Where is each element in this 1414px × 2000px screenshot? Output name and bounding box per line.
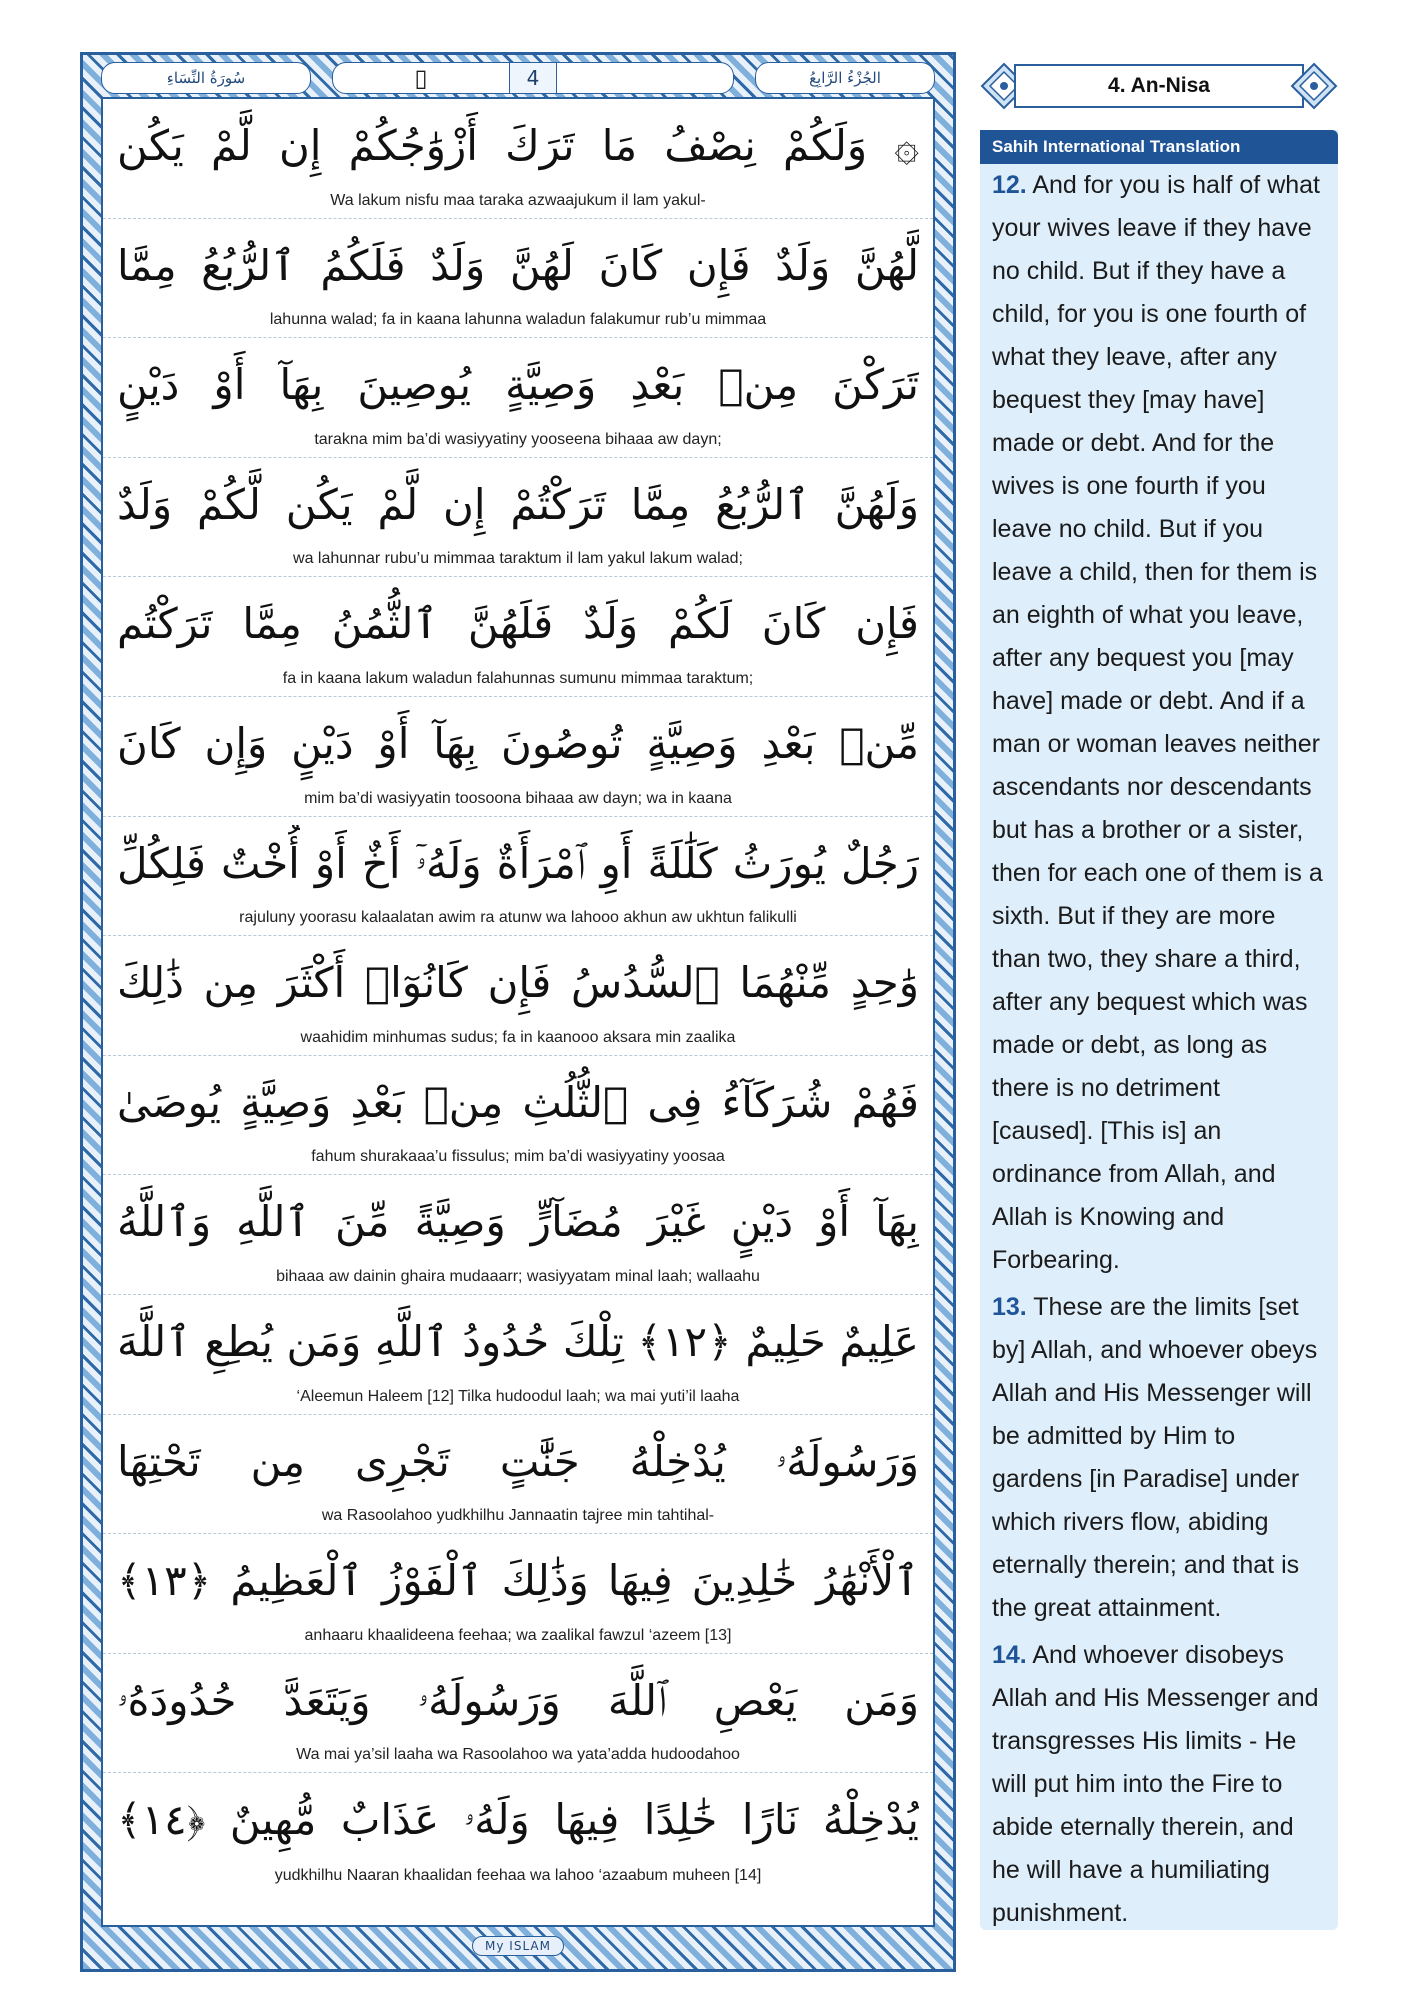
- translation-verse: [992, 1286, 1328, 1630]
- arabic-text: يُدْخِلْهُ نَارًا خَٰلِدًا فِيهَا وَلَهُۥ عَذَابٌ مُّهِينٌ ﴿١٤﴾: [117, 1795, 919, 1845]
- translation-verse: [992, 1634, 1328, 1935]
- transliteration-text: wa lahunnar rubu’u mimmaa taraktum il lam yakul lakum walad;: [293, 550, 743, 568]
- quran-text-area: [101, 97, 935, 1927]
- transliteration-text: fahum shurakaaa’u fissulus; mim ba’di wasiyyatiny yoosaa: [311, 1148, 725, 1166]
- mushaf-line: [103, 577, 933, 697]
- arabic-text: ۞ وَلَكُمْ نِصْفُ مَا تَرَكَ أَزْوَٰجُكُمْ إِن لَّمْ يَكُن: [117, 121, 919, 170]
- transliteration-text: Wa mai ya’sil laaha wa Rasoolahoo wa yata’adda hudoodahoo: [296, 1746, 740, 1764]
- transliteration-text: waahidim minhumas sudus; fa in kaanooo aksara min zaalika: [300, 1028, 736, 1046]
- ornament-right-icon: [1290, 62, 1338, 110]
- verse-text: And for you is half of what your wives leave if they have no child. But if they have a child, for you is one fourth of what they leave, after any bequest they [may have] made or debt. And for the wives is one fourth if you leave no child. But if you leave a child, then for them is an eighth of what you leave, after any bequest you [may have] made or debt. And if a man or woman leaves neither ascendants nor descendants but has a brother or a sister, then for each one of them is a sixth. But if they are more than two, they share a third, after any bequest which was made or debt, as long as there is no detriment [caused]. [This is] an ordinance from Allah, and Allah is Knowing and Forbearing.: [992, 171, 1323, 1274]
- page-number: 4: [509, 63, 557, 93]
- translation-verse: [992, 164, 1328, 1282]
- verse-number: 14.: [992, 1641, 1027, 1669]
- mushaf-line: [103, 99, 933, 219]
- transliteration-text: lahunna walad; fa in kaana lahunna waladun falakumur rub’u mimmaa: [269, 311, 767, 329]
- translation-panel: [980, 130, 1338, 1930]
- arabic-text: فَهُمْ شُرَكَآءُ فِى ٱلثُّلُثِ مِنۢ بَعْدِ وَصِيَّةٍ يُوصَىٰ: [117, 1077, 919, 1127]
- bookmark-icon[interactable]: [333, 63, 509, 93]
- mushaf-line: [103, 1654, 933, 1774]
- translation-panel-title: Sahih International Translation: [980, 130, 1338, 164]
- surah-title: 4. An-Nisa: [1014, 64, 1304, 108]
- transliteration-text: tarakna mim ba’di wasiyyatiny yooseena bihaaa aw dayn;: [314, 430, 722, 448]
- arabic-text: تَرَكْنَ مِنۢ بَعْدِ وَصِيَّةٍ يُوصِينَ بِهَآ أَوْ دَيْنٍ: [117, 360, 919, 410]
- verse-text: And whoever disobeys Allah and His Messenger and transgresses His limits - He will put him into the Fire to abide eternally therein, and he will have a humiliating punishment.: [992, 1641, 1319, 1927]
- transliteration-text: mim ba’di wasiyyatin toosoona bihaaa aw dayn; wa in kaana: [304, 789, 732, 807]
- mushaf-line: [103, 817, 933, 937]
- arabic-text: ٱلْأَنْهَٰرُ خَٰلِدِينَ فِيهَا وَذَٰلِكَ ٱلْفَوْزُ ٱلْعَظِيمُ ﴿١٣﴾: [117, 1556, 919, 1606]
- arabic-text: وَٰحِدٍ مِّنْهُمَا ٱلسُّدُسُ فَإِن كَانُوٓا۟ أَكْثَرَ مِن ذَٰلِكَ: [117, 958, 919, 1008]
- arabic-text: وَمَن يَعْصِ ٱللَّهَ وَرَسُولَهُۥ وَيَتَعَدَّ حُدُودَهُۥ: [117, 1675, 919, 1725]
- transliteration-text: anhaaru khaalideena feehaa; wa zaalikal fawzul ‘azeem [13]: [304, 1626, 732, 1644]
- mushaf-line: [103, 697, 933, 817]
- verse-text: These are the limits [set by] Allah, and whoever obeys Allah and His Messenger will be admitted by Him to gardens [in Paradise] under which rivers flow, abiding eternally therein; and that is the great attainment.: [992, 1293, 1318, 1622]
- mushaf-line: [103, 1773, 933, 1893]
- translation-body: [980, 164, 1338, 1935]
- transliteration-text: bihaaa aw dainin ghaira mudaaarr; wasiyyatam minal laah; wallaahu: [276, 1267, 760, 1285]
- mushaf-line: [103, 1415, 933, 1535]
- mushaf-page: [80, 52, 956, 1972]
- arabic-text: عَلِيمٌ حَلِيمٌ ﴿١٢﴾ تِلْكَ حُدُودُ ٱللَّهِ وَمَن يُطِعِ ٱللَّهَ: [117, 1316, 919, 1366]
- arabic-text: بِهَآ أَوْ دَيْنٍ غَيْرَ مُضَآرٍّ وَصِيَّةً مِّنَ ٱللَّهِ وَٱللَّهُ: [117, 1197, 919, 1247]
- mushaf-line: [103, 1295, 933, 1415]
- arabic-text: وَلَهُنَّ ٱلرُّبُعُ مِمَّا تَرَكْتُمْ إِن لَّمْ يَكُن لَّكُمْ وَلَدٌ: [117, 479, 919, 529]
- page-header-strip: [101, 61, 935, 95]
- page-info-spacer: [557, 63, 733, 93]
- mushaf-line: [103, 458, 933, 578]
- arabic-text: مِّنۢ بَعْدِ وَصِيَّةٍ تُوصُونَ بِهَآ أَوْ دَيْنٍ وَإِن كَانَ: [117, 718, 919, 768]
- arabic-text: وَرَسُولَهُۥ يُدْخِلْهُ جَنَّٰتٍ تَجْرِى مِن تَحْتِهَا: [117, 1436, 919, 1486]
- brand-logo: My ISLAM: [472, 1936, 564, 1956]
- page-info-bar: [332, 62, 734, 94]
- transliteration-text: Wa lakum nisfu maa taraka azwaajukum il lam yakul-: [330, 191, 706, 209]
- mushaf-line: [103, 1056, 933, 1176]
- arabic-text: رَجُلٌ يُورَثُ كَلَٰلَةً أَوِ ٱمْرَأَةٌ وَلَهُۥٓ أَخٌ أَوْ أُخْتٌ فَلِكُلِّ: [117, 838, 919, 888]
- mushaf-line: [103, 1175, 933, 1295]
- mushaf-line: [103, 219, 933, 339]
- transliteration-text: fa in kaana lakum waladun falahunnas sumunu mimmaa taraktum;: [282, 669, 754, 687]
- juz-name-label: الجُزْءُ الرَّابِعُ: [755, 62, 935, 94]
- bookmark-glyph: ▯: [414, 64, 428, 92]
- mushaf-line: [103, 1534, 933, 1654]
- transliteration-text: wa Rasoolahoo yudkhilhu Jannaatin tajree min tahtihal-: [321, 1507, 715, 1525]
- transliteration-text: rajuluny yoorasu kalaalatan awim ra atunw wa lahooo akhun aw ukhtun falikulli: [239, 909, 797, 927]
- page-footer-strip: [101, 1929, 935, 1963]
- arabic-text: فَإِن كَانَ لَكُمْ وَلَدٌ فَلَهُنَّ ٱلثُّمُنُ مِمَّا تَرَكْتُم: [117, 599, 919, 649]
- mushaf-line: [103, 936, 933, 1056]
- surah-title-header: [980, 58, 1338, 116]
- transliteration-text: yudkhilhu Naaran khaalidan feehaa wa lahoo ‘azaabum muheen [14]: [274, 1866, 762, 1884]
- mushaf-line: [103, 338, 933, 458]
- transliteration-text: ‘Aleemun Haleem [12] Tilka hudoodul laah; wa mai yuti’il laaha: [296, 1387, 740, 1405]
- surah-name-label: سُورَةُ النِّسَاءِ: [101, 62, 311, 94]
- verse-number: 13.: [992, 1293, 1027, 1321]
- arabic-text: لَّهُنَّ وَلَدٌ فَإِن كَانَ لَهُنَّ وَلَدٌ فَلَكُمُ ٱلرُّبُعُ مِمَّا: [117, 240, 919, 290]
- verse-number: 12.: [992, 171, 1027, 199]
